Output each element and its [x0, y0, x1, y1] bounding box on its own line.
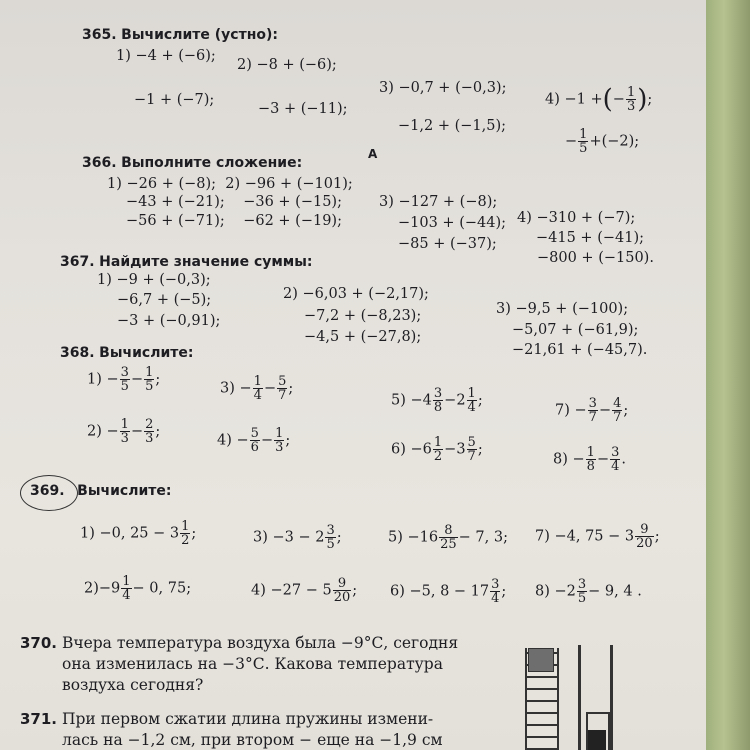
task: −103 + (−44);: [398, 215, 506, 231]
exercise-title: Найдите значение суммы:: [99, 254, 313, 270]
exercise-365-header: [82, 27, 278, 43]
spring-cap: [528, 648, 554, 672]
exercise-number: 366.: [82, 155, 117, 171]
exercise-number: 368.: [60, 345, 95, 361]
exercise-number: 370.: [20, 634, 58, 652]
task-368-3: 3) − $\frac{1}{4}$ − $\frac{5}{7}$ ;: [220, 374, 294, 403]
task: 1) −4 + (−6);: [116, 48, 216, 64]
task: 4) −310 + (−7);: [517, 210, 636, 226]
problem-text-line: лась на −1,2 см, при втором − еще на −1,9 см: [62, 731, 443, 749]
task: 3) −9,5 + (−100);: [496, 301, 629, 317]
task: −3 + (−11);: [258, 101, 348, 117]
exercise-number: 369.: [30, 483, 65, 499]
task: 1) −9 + (−0,3);: [97, 272, 211, 288]
task: −3 + (−0,91);: [117, 313, 221, 329]
task: 3) −127 + (−8);: [379, 194, 498, 210]
exercise-368-header: [60, 345, 193, 361]
task: −4,5 + (−27,8);: [304, 329, 422, 345]
exercise-title: Вычислите:: [77, 483, 172, 499]
problem-text-line: При первом сжатии длина пружины измени-: [61, 710, 434, 728]
problem-text-line: Вчера температура воздуха была −9°С, сегодня: [61, 634, 459, 652]
task-368-5: 5) −4 $\frac{3}{8}$ −2 $\frac{1}{4}$ ;: [391, 386, 483, 415]
exercise-number: 365.: [82, 27, 117, 43]
task-369-6: 6) −5, 8 − 17 $\frac{3}{4}$ ;: [390, 577, 507, 606]
task-369-3: 3) −3 − 2 $\frac{3}{5}$ ;: [253, 523, 342, 552]
ruler-line: [610, 645, 613, 750]
task-369-1: 1) −0, 25 − 3 $\frac{1}{2}$ ;: [80, 519, 197, 548]
exercise-number: 367.: [60, 254, 95, 270]
task: −85 + (−37);: [398, 236, 497, 252]
task: 2) −6,03 + (−2,17);: [283, 286, 429, 302]
task-row: −56 + (−71); −62 + (−19);: [126, 213, 342, 229]
task-368-6: 6) −6 $\frac{1}{2}$ −3 $\frac{5}{7}$ ;: [391, 435, 483, 464]
exercise-370: [20, 635, 458, 651]
task: −1 + (−7);: [134, 92, 215, 108]
task: −21,61 + (−45,7).: [512, 342, 648, 358]
task-368-7: 7) − $\frac{3}{7}$ − $\frac{4}{7}$ ;: [555, 396, 629, 425]
task: −1,2 + (−1,5);: [398, 118, 506, 134]
task-369-8: 8) −2 $\frac{3}{5}$ − 9, 4 .: [535, 577, 642, 606]
task: −5,07 + (−61,9);: [512, 322, 639, 338]
task: −6,7 + (−5);: [117, 292, 212, 308]
task: −7,2 + (−8,23);: [304, 308, 422, 324]
task-fraction: − $\frac{1}{5}$ +(−2);: [565, 127, 640, 156]
task-369-4: 4) −27 − 5 $\frac{9}{20}$ ;: [251, 576, 358, 605]
exercise-title: Вычислите (устно):: [121, 27, 278, 43]
task-368-1: 1) − $\frac{3}{5}$ − $\frac{1}{5}$ ;: [87, 365, 161, 394]
exercise-371: [20, 711, 433, 727]
task-369-7: 7) −4, 75 − 3 $\frac{9}{20}$ ;: [535, 522, 660, 551]
task: 3) −0,7 + (−0,3);: [379, 80, 507, 96]
task-369-2: 2)−9 $\frac{1}{4}$ − 0, 75;: [84, 574, 192, 603]
problem-text-line: воздуха сегодня?: [62, 676, 204, 694]
task: 2) −8 + (−6);: [237, 57, 337, 73]
difficulty-level-label: А: [368, 147, 378, 161]
exercise-369-header: [30, 483, 171, 499]
task-fraction: 4) −1 +(− $\frac{1}{3}$ );: [545, 84, 653, 115]
task-row: 1) −26 + (−8); 2) −96 + (−101);: [107, 176, 353, 192]
exercise-title: Выполните сложение:: [121, 155, 303, 171]
exercise-367-header: [60, 254, 313, 270]
problem-text-line: она изменилась на −3°С. Какова температура: [62, 655, 443, 673]
task-row: −43 + (−21); −36 + (−15);: [126, 194, 342, 210]
task-368-2: 2) − $\frac{1}{3}$ − $\frac{2}{3}$ ;: [87, 417, 161, 446]
compressed-spring-block: [588, 730, 606, 750]
task: −415 + (−41);: [536, 230, 644, 246]
task-369-5: 5) −16 $\frac{8}{25}$ − 7, 3;: [388, 523, 508, 552]
exercise-title: Вычислите:: [99, 345, 194, 361]
next-page-edge: [706, 0, 750, 750]
exercise-number: 371.: [20, 710, 58, 728]
task-368-4: 4) − $\frac{5}{6}$ − $\frac{1}{3}$ ;: [217, 426, 291, 455]
task: −800 + (−150).: [537, 250, 654, 266]
task-368-8: 8) − $\frac{1}{8}$ − $\frac{3}{4}$ .: [553, 445, 626, 474]
ruler-line: [578, 645, 581, 750]
exercise-366-header: [82, 155, 302, 171]
